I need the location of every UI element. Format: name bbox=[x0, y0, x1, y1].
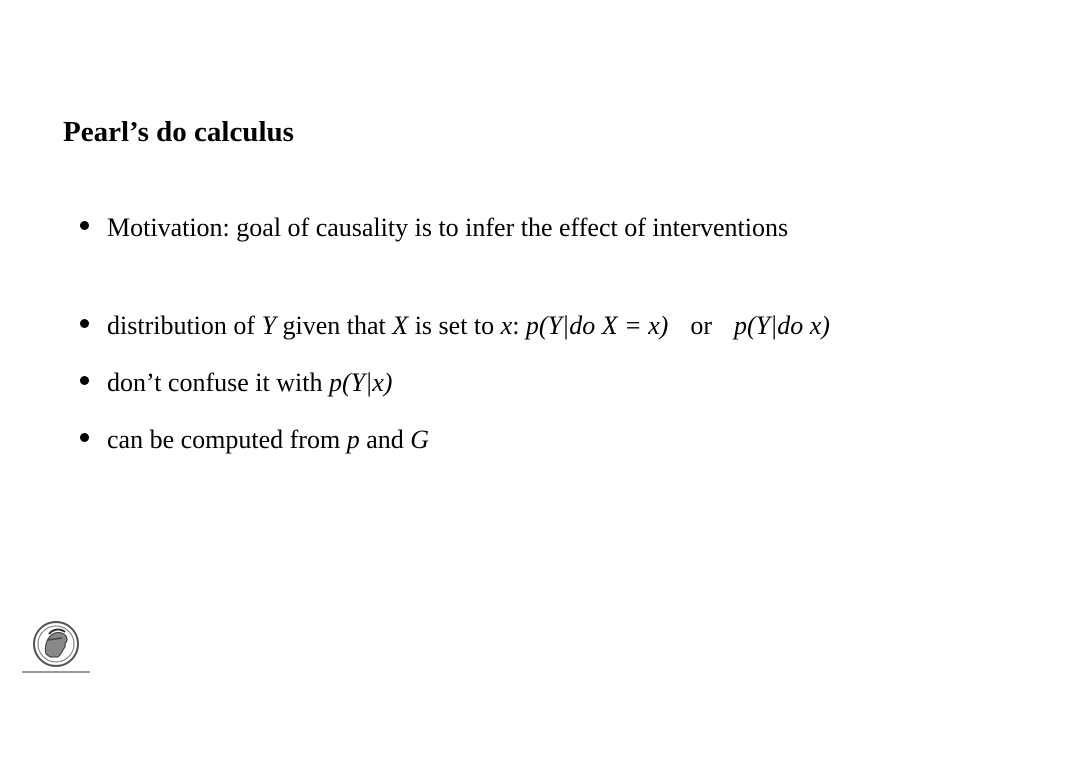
math-expression-do-x-equals: p(Y|do X = x) bbox=[525, 311, 669, 340]
bullet-distribution bbox=[80, 309, 830, 343]
bullet-text-colon: : bbox=[512, 311, 526, 340]
bullet-text-mid: is set to bbox=[408, 311, 501, 340]
bullet-motivation bbox=[80, 211, 788, 245]
bullet-dot bbox=[80, 433, 89, 442]
bullet-text-prefix: can be computed from bbox=[107, 425, 347, 454]
max-planck-minerva-seal-icon bbox=[22, 620, 90, 678]
bullet-dot bbox=[80, 376, 89, 385]
math-var-y: Y bbox=[261, 311, 277, 340]
bullet-text-prefix: don’t confuse it with bbox=[107, 368, 329, 397]
math-var-p: p bbox=[346, 425, 360, 454]
bullet-text-mid: given that bbox=[276, 311, 393, 340]
bullet-computed-from bbox=[80, 423, 429, 457]
bullet-text-and: and bbox=[359, 425, 411, 454]
math-expression-do-x: p(Y|do x) bbox=[733, 311, 830, 340]
math-expression-conditional: p(Y|x) bbox=[328, 368, 393, 397]
math-var-x: X bbox=[392, 311, 409, 340]
math-var-x-lower: x bbox=[500, 311, 513, 340]
slide-title: Pearl’s do calculus bbox=[63, 116, 294, 148]
math-var-g: G bbox=[410, 425, 430, 454]
bullet-dot bbox=[80, 319, 89, 328]
bullet-dot bbox=[80, 221, 89, 230]
bullet-dont-confuse bbox=[80, 366, 392, 400]
bullet-text-prefix: distribution of bbox=[107, 311, 262, 340]
bullet-text: Motivation: goal of causality is to infer the effect of interventions bbox=[107, 213, 789, 242]
or-word: or bbox=[690, 311, 712, 340]
